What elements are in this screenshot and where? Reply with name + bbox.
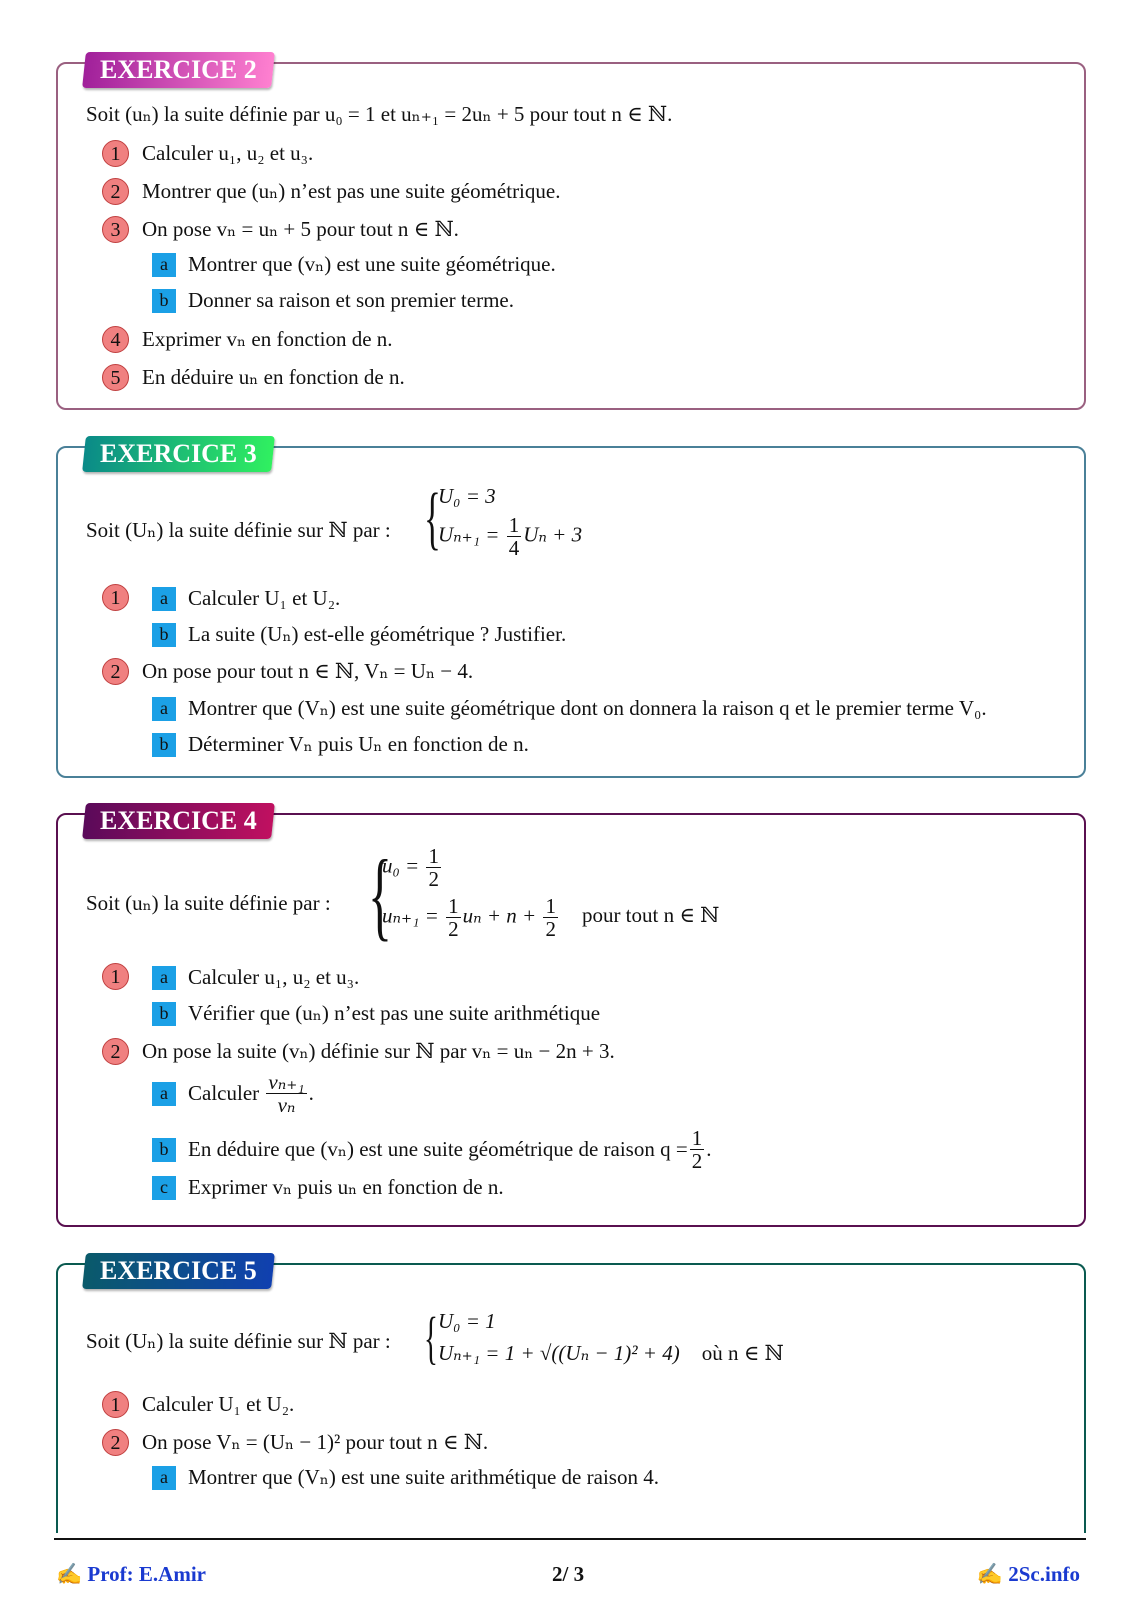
intro: Soit (uₙ) la suite définie par : bbox=[86, 891, 331, 915]
exercise-4: EXERCICE 4 Soit (uₙ) la suite définie par : { u₀ = $\frac{1}{2}$ uₙ₊₁ = $\frac{1}{2}$ uₙ + n + $\frac{1}{2}$ pour tout n ∈ ℕ 1 a Calculer u₁, u₂ et u₃. b Vérifier que (uₙ) n’est pas une suite arithmétique 2 On pose la suite (vₙ) définie sur ℕ par vₙ = uₙ − 2n + 3. a Calculer $\frac{\text{vₙ₊₁}}{\text{vₙ}}$ . b En déduire que (vₙ) est une suite géométrique de raison q = $\frac{1}{2}$ . c Exprimer vₙ puis uₙ en fonction de n. bbox=[56, 813, 1086, 1227]
question-2: 2 On pose pour tout n ∈ ℕ, Vₙ = Uₙ − 4. bbox=[102, 658, 473, 685]
question-1: 1 bbox=[102, 963, 142, 990]
footer-author: ✍ Prof: E.Amir bbox=[56, 1562, 206, 1586]
question-2: 2 Montrer que (uₙ) n’est pas une suite géométrique. bbox=[102, 178, 560, 205]
question-2a: a Calculer $\frac{\text{vₙ₊₁}}{\text{vₙ}}$ . bbox=[152, 1071, 314, 1116]
question-2: 2 On pose la suite (vₙ) définie sur ℕ par vₙ = uₙ − 2n + 3. bbox=[102, 1038, 615, 1065]
exercise-2-title: EXERCICE 2 bbox=[82, 52, 275, 88]
exercise-2 bbox=[56, 55, 1086, 410]
intro: Soit (Uₙ) la suite définie sur ℕ par : bbox=[86, 518, 391, 542]
question-4: 4 Exprimer vₙ en fonction de n. bbox=[102, 326, 393, 353]
question-3a: a Montrer que (vₙ) est une suite géométrique. bbox=[152, 252, 556, 277]
question-2b: b En déduire que (vₙ) est une suite géométrique de raison q = $\frac{1}{2}$ . bbox=[152, 1127, 711, 1172]
exercise-4-title: EXERCICE 4 bbox=[82, 803, 275, 839]
question-2: 2 On pose Vₙ = (Uₙ − 1)² pour tout n ∈ ℕ. bbox=[102, 1429, 488, 1456]
intro: Soit (uₙ) la suite définie par u₀ = 1 et uₙ₊₁ = 2uₙ + 5 pour tout n ∈ ℕ. bbox=[86, 102, 673, 126]
writing-hand-icon: ✍ bbox=[976, 1562, 1009, 1586]
question-1: 1 bbox=[102, 584, 142, 611]
question-2a: a Montrer que (Vₙ) est une suite géométrique dont on donnera la raison q et le premier terme V₀. bbox=[152, 696, 987, 721]
intro: Soit (Uₙ) la suite définie sur ℕ par : bbox=[86, 1329, 391, 1353]
question-5: 5 En déduire uₙ en fonction de n. bbox=[102, 364, 405, 391]
question-3: 3 On pose vₙ = uₙ + 5 pour tout n ∈ ℕ. bbox=[102, 216, 459, 243]
writing-hand-icon: ✍ bbox=[56, 1562, 88, 1586]
question-1a: a Calculer u₁, u₂ et u₃. bbox=[152, 965, 359, 990]
exercise-3-title: EXERCICE 3 bbox=[82, 436, 275, 472]
footer-site[interactable]: ✍ 2Sc.info bbox=[976, 1562, 1080, 1586]
question-2b: b Déterminer Vₙ puis Uₙ en fonction de n. bbox=[152, 732, 529, 757]
exercise-5-title: EXERCICE 5 bbox=[82, 1253, 275, 1289]
question-1b: b La suite (Uₙ) est-elle géométrique ? Justifier. bbox=[152, 622, 566, 647]
question-2a: a Montrer que (Vₙ) est une suite arithmétique de raison 4. bbox=[152, 1465, 659, 1490]
exercise-3: EXERCICE 3 Soit (Uₙ) la suite définie sur ℕ par : { U₀ = 3 Uₙ₊₁ = $\frac{1}{4}$ Uₙ + 3 1 a Calculer U₁ et U₂. b La suite (Uₙ) est-elle géométrique ? Justifier. 2 On pose pour tout n ∈ ℕ, Vₙ = Uₙ − 4. a Montrer que (Vₙ) est une suite géométrique dont on donnera la raison q et le premier terme V₀. b Déterminer Vₙ puis Uₙ en fonction de n. bbox=[56, 446, 1086, 778]
question-1b: b Vérifier que (uₙ) n’est pas une suite arithmétique bbox=[152, 1001, 600, 1026]
question-2c: c Exprimer vₙ puis uₙ en fonction de n. bbox=[152, 1175, 504, 1200]
question-1: 1 Calculer u₁, u₂ et u₃. bbox=[102, 140, 313, 167]
question-1: 1 Calculer U₁ et U₂. bbox=[102, 1391, 294, 1418]
exercise-5: EXERCICE 5 Soit (Uₙ) la suite définie sur ℕ par : { U₀ = 1 Uₙ₊₁ = 1 + √((Uₙ − 1)² + 4) où n ∈ ℕ 1 Calculer U₁ et U₂. 2 On pose Vₙ = (Uₙ − 1)² pour tout n ∈ ℕ. a Montrer que (Vₙ) est une suite arithmétique de raison 4. bbox=[56, 1263, 1086, 1533]
footer-rule bbox=[54, 1538, 1086, 1540]
question-3b: b Donner sa raison et son premier terme. bbox=[152, 288, 514, 313]
page-number: 2/ 3 bbox=[552, 1562, 585, 1586]
question-1a: a Calculer U₁ et U₂. bbox=[152, 586, 340, 611]
